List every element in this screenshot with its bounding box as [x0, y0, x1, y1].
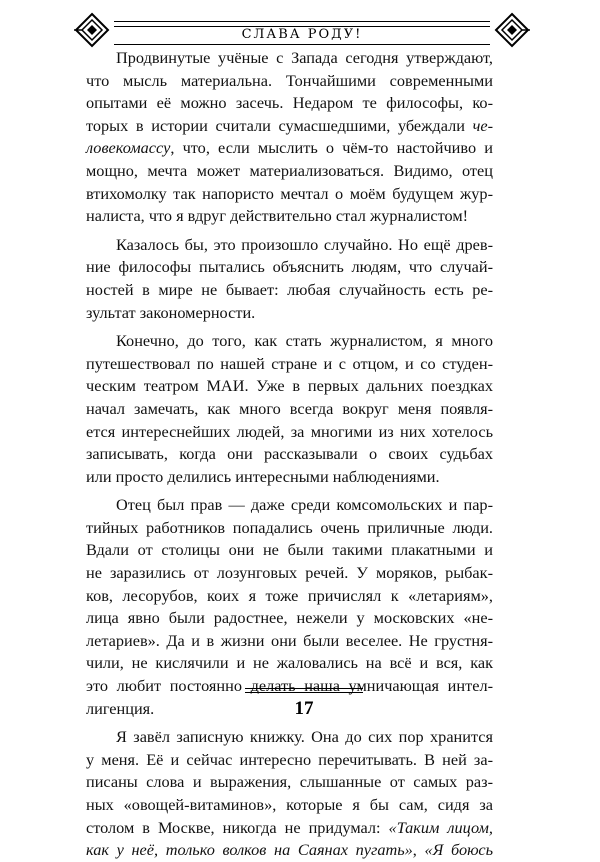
paragraph-2 — [86, 234, 493, 324]
header-rule-top — [114, 21, 490, 22]
text-line: Казалось бы, это произошло случайно. Но ещё древ- — [116, 234, 493, 254]
text-line: ностей в мире не бывает: любая случайность есть ре- — [86, 279, 493, 299]
text-line: Отец был прав — даже среди комсомольских и пар- — [116, 495, 493, 515]
text-line: это любит постоянно делать наша умничающая интел- — [86, 676, 493, 696]
text-line-with-italic — [86, 817, 493, 840]
page-number: 17 — [294, 698, 314, 719]
italic-quote: «Таким лицом, — [388, 817, 493, 837]
text-line: опытами её можно засечь. Недаром те философы, ко- — [86, 93, 493, 113]
italic-quote: «Я боюсь — [424, 840, 494, 860]
paragraph-1 — [86, 47, 493, 228]
text-line: ние философы пытались объяснить людям, что случай- — [86, 257, 493, 277]
text-segment: , — [412, 840, 425, 860]
text-line: начал замечать, как много всегда вокруг меня появля- — [86, 398, 493, 418]
text-segment: столом в Москве, никогда не придумал: — [86, 817, 389, 837]
text-line: Конечно, до того, как стать журналистом, я много — [116, 331, 493, 351]
text-line: ется интереснейших людей, за многими из них хотелось — [86, 421, 493, 441]
italic-quote: как у неё, только волков на Саянах пугать» — [86, 840, 413, 860]
text-line: лигенция. — [86, 698, 155, 718]
footer-rule-inner — [245, 692, 363, 693]
text-line: ных «овощей-витаминов», которые я бы сам, сидя за — [86, 795, 493, 814]
text-segment: торых в истории считали сумасшедшими, убеждали — [86, 115, 473, 135]
text-line: у меня. Её и сейчас интересно перечитывать. В ней за- — [86, 749, 493, 769]
text-line-with-italic — [86, 839, 493, 862]
text-line: втихомолку так напористо мечтал о моём будущем жур- — [86, 183, 493, 203]
italic-word: че- — [472, 115, 493, 135]
text-line: чили, не кислячили и не жаловались на всё и вся, как — [86, 653, 493, 673]
text-line: не заразились от лозунговых речей. У моряков, рыбак- — [86, 563, 493, 583]
text-line: ловекомассу, что, если мыслить о чём-то настойчиво и — [86, 138, 493, 158]
paragraph-3 — [86, 330, 493, 488]
text-line: что мысль материальна. Тончайшими современными — [86, 70, 493, 90]
text-line: тийных работников попадались очень приличные люди. — [86, 517, 493, 537]
text-line: налиста, что я вдруг действительно стал журналистом! — [86, 206, 469, 226]
running-header — [72, 6, 532, 50]
text-line: Продвинутые учёные с Запада сегодня утверждают, — [116, 48, 493, 67]
paragraph-5 — [86, 726, 493, 862]
header-title: СЛАВА РОДУ! — [241, 27, 363, 42]
text-line: ков, лесорубов, коих я тоже причислял к «летариям», — [86, 585, 493, 605]
ornament-right-icon — [492, 12, 532, 48]
text-line: мощно, мечта может материализоваться. Видимо, отец — [86, 160, 493, 180]
text-line: летариев». Да и в жизни они были веселее. Не грустня- — [86, 630, 493, 650]
header-rule-bottom — [114, 44, 490, 45]
text-line: или просто делились интересными наблюдениями. — [86, 466, 440, 486]
text-line: путешествовал по нашей стране и с отцом, и со студен- — [86, 353, 493, 373]
text-line: Вдали от столицы они не были такими плакатными и — [86, 540, 493, 560]
text-line: Я завёл записную книжку. Она до сих пор хранится — [116, 727, 493, 747]
text-line: писаны слова и выражения, слышанные от самых раз- — [86, 772, 493, 792]
text-line: зультат закономерности. — [86, 302, 256, 322]
page-footer — [245, 684, 363, 744]
text-line: записывать, когда они рассказывали о своих судьбах — [86, 444, 493, 464]
text-line-with-italic — [86, 115, 493, 138]
footer-rule — [245, 688, 363, 689]
text-line: лица явно были радостнее, нежели у московских «не- — [86, 608, 493, 628]
text-line: ческим театром МАИ. Уже в первых дальних поездках — [86, 376, 493, 396]
